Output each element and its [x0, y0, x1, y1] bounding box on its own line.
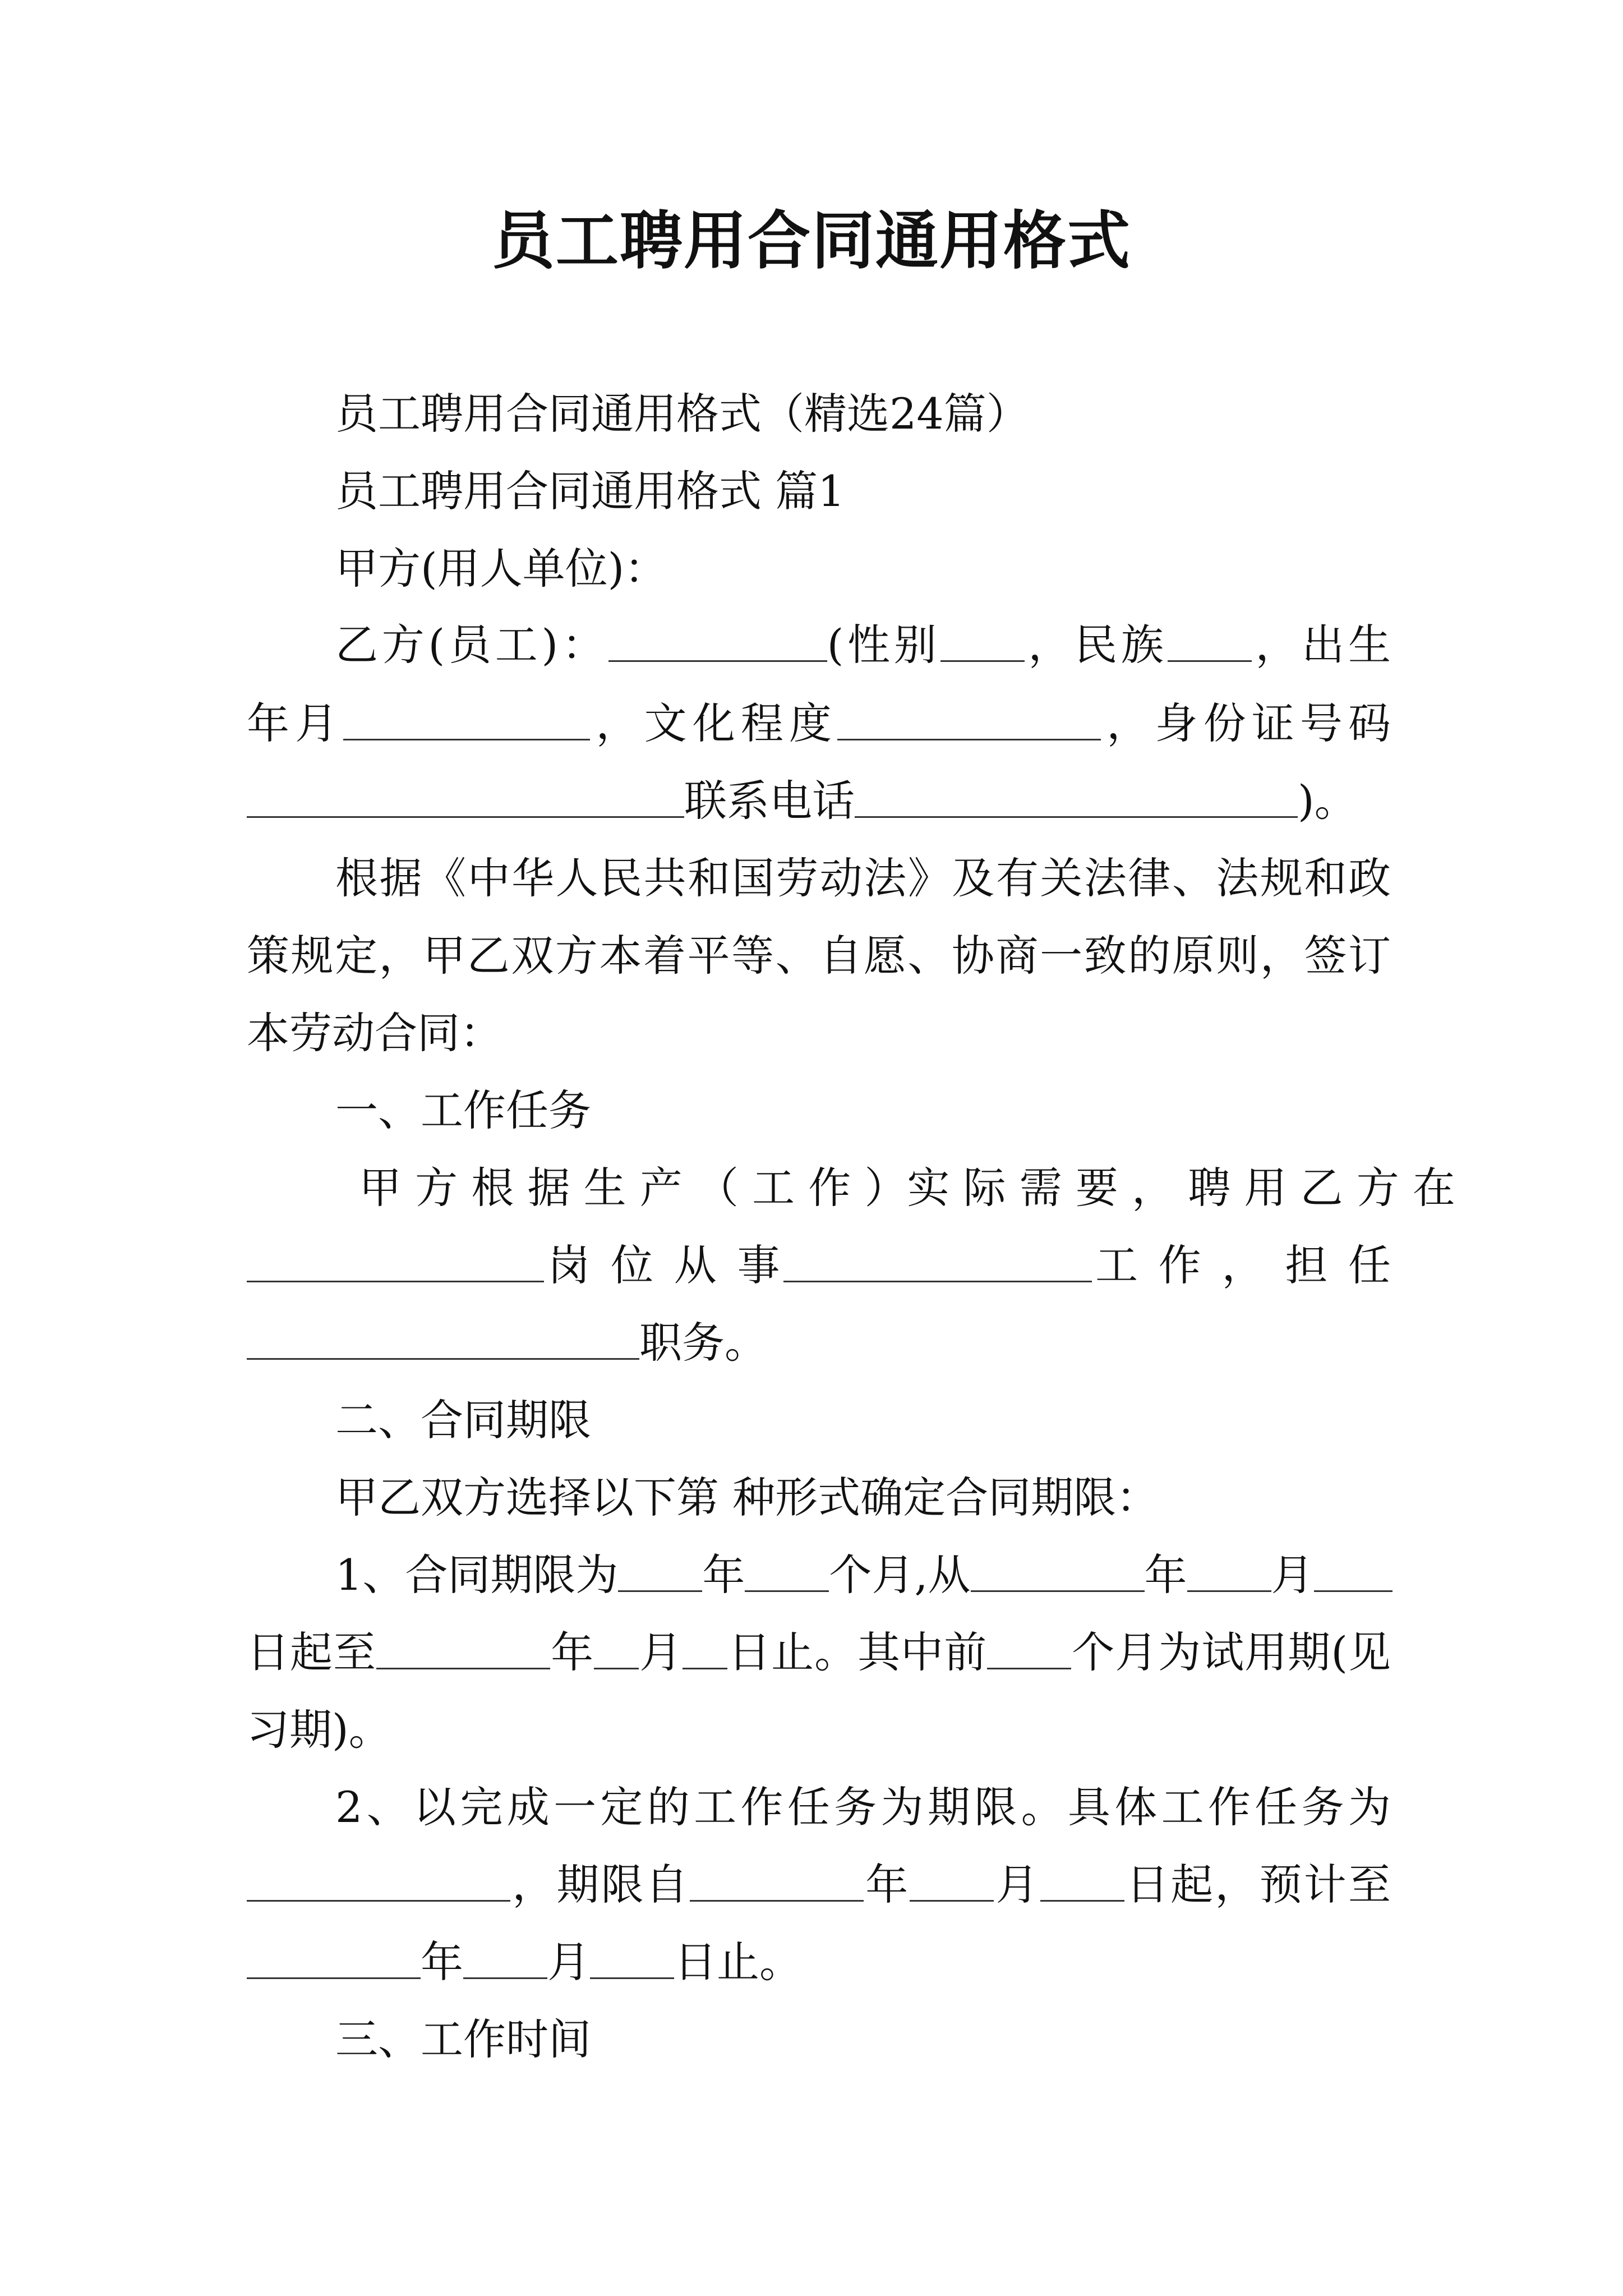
term-option-2-cont-line	[247, 1934, 1391, 1990]
closing-paren: )。	[1298, 776, 1357, 826]
party-b-label: 乙方(员工)：	[335, 620, 608, 670]
year-label: 年	[421, 1937, 463, 1987]
month-label: 月	[1271, 1550, 1314, 1600]
work-label: 工 作 ， 担 任	[1091, 1240, 1391, 1290]
blank-field	[855, 777, 1298, 817]
expected-end-label: 日起，预计至	[1124, 1860, 1391, 1910]
blank-field	[590, 1939, 674, 1978]
month-label: 月	[547, 1937, 590, 1987]
year-label: 年	[1144, 1550, 1187, 1600]
section-heading-work-time: 三、工作时间	[335, 2014, 591, 2064]
blank-field	[1040, 1861, 1124, 1901]
party-a-line: 甲方(用人单位)：	[335, 544, 667, 593]
position-label: 岗 位 从 事	[544, 1240, 783, 1290]
party-b-line	[335, 617, 1391, 673]
month-from-label: 个月,从	[829, 1550, 971, 1600]
blank-field	[783, 1242, 1092, 1282]
paragraph-line: 2、以完成一定的工作任务为期限。具体工作任务为	[335, 1782, 1391, 1832]
term-option-1-cont-line	[247, 1625, 1391, 1681]
birth-label: ，出生	[1251, 620, 1391, 670]
start-day-label: 日起至	[247, 1627, 377, 1677]
phone-label: 联系电话	[684, 776, 855, 826]
blank-field	[745, 1552, 829, 1591]
blank-field	[376, 1629, 550, 1669]
section-heading-work-task: 一、工作任务	[335, 1085, 591, 1135]
end-day-label: 日止。其中前	[727, 1627, 988, 1677]
education-label: ，文化程度	[590, 698, 838, 748]
term-option-1-line	[335, 1547, 1391, 1603]
gender-label: (性别	[827, 620, 940, 670]
blank-field	[247, 1861, 510, 1901]
blank-field	[690, 1861, 864, 1901]
blank-field	[940, 622, 1025, 661]
blank-field	[618, 1552, 702, 1591]
blank-field	[594, 1629, 639, 1669]
paragraph-line: 策规定，甲乙双方本着平等、自愿、协商一致的原则，签订	[247, 931, 1391, 981]
blank-field	[987, 1629, 1071, 1669]
blank-field	[343, 700, 590, 740]
blank-field	[247, 1939, 421, 1978]
year-label: 年	[550, 1627, 594, 1677]
paragraph-line: 甲乙双方选择以下第 种形式确定合同期限：	[335, 1473, 1159, 1522]
blank-field	[608, 622, 827, 661]
period-from-label: ，期限自	[510, 1860, 690, 1910]
year-label: 年	[864, 1860, 910, 1910]
month-label: 月	[639, 1627, 683, 1677]
contact-line	[247, 773, 1391, 829]
duty-line	[247, 1315, 1391, 1371]
ethnicity-label: ，民族	[1024, 620, 1168, 670]
blank-field	[247, 777, 684, 817]
section-heading-contract-term: 二、合同期限	[335, 1395, 591, 1445]
term-option-1-label: 1、合同期限为	[335, 1550, 619, 1600]
term-option-2-line	[247, 1857, 1391, 1913]
blank-field	[1314, 1552, 1393, 1591]
blank-field	[971, 1552, 1145, 1591]
blank-field	[247, 1319, 639, 1359]
birth-date-label: 年月	[247, 698, 344, 748]
paragraph-line: 甲 方 根 据 生 产 （ 工 作 ）实 际 需 要 ， 聘 用 乙 方 在	[359, 1163, 1455, 1213]
blank-field	[910, 1861, 994, 1901]
party-b-details-line	[247, 696, 1391, 752]
blank-field	[837, 700, 1101, 740]
blank-field	[1187, 1552, 1271, 1591]
paragraph-line: 根据《中华人民共和国劳动法》及有关法律、法规和政	[335, 853, 1391, 903]
month-label: 月	[994, 1860, 1040, 1910]
end-day-label: 日止。	[674, 1937, 802, 1987]
article-heading: 员工聘用合同通用格式 篇1	[335, 466, 845, 516]
blank-field	[1168, 622, 1252, 661]
duty-label: 职务。	[639, 1318, 767, 1368]
paragraph-line: 本劳动合同：	[247, 1008, 502, 1058]
paragraph-line: 习期)。	[247, 1705, 391, 1755]
document-title: 员工聘用合同通用格式	[492, 204, 1131, 278]
id-number-label: ，身份证号码	[1101, 698, 1391, 748]
blank-field	[247, 1242, 544, 1282]
blank-field	[683, 1629, 727, 1669]
probation-label: 个月为试用期(见	[1071, 1627, 1391, 1677]
position-line	[247, 1237, 1391, 1294]
blank-field	[463, 1939, 547, 1978]
collection-subtitle: 员工聘用合同通用格式（精选24篇）	[335, 389, 1029, 439]
year-label: 年	[702, 1550, 745, 1600]
